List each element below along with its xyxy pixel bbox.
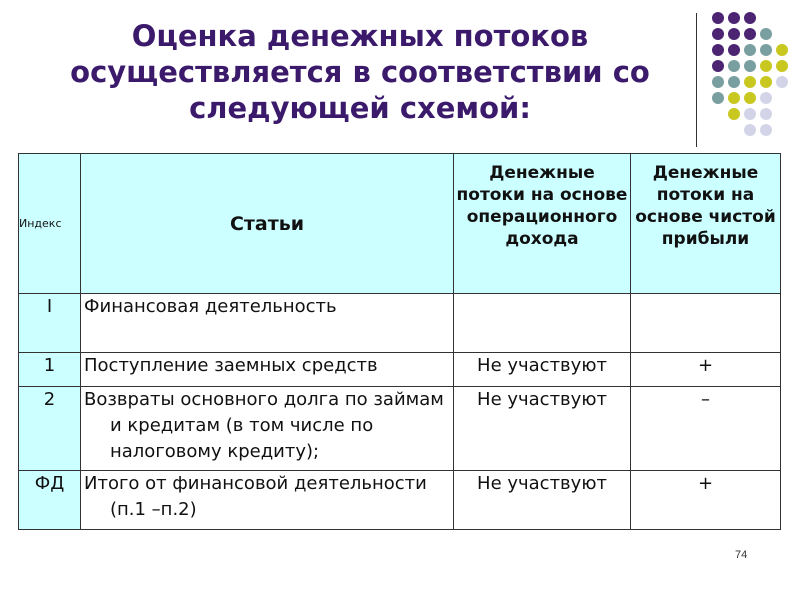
- dot-lavender: [744, 108, 756, 120]
- dot-purple: [712, 44, 724, 56]
- dot-olive: [760, 60, 772, 72]
- dot-olive: [728, 92, 740, 104]
- dot-teal: [760, 44, 772, 56]
- dot-teal: [728, 60, 740, 72]
- dot-olive: [744, 76, 756, 88]
- dot-lavender: [744, 124, 756, 136]
- dot-purple: [744, 12, 756, 24]
- page-number: 74: [735, 549, 748, 561]
- row-net: +: [631, 471, 781, 530]
- row-operating: Не участвуют: [454, 387, 631, 471]
- dot-purple: [728, 28, 740, 40]
- dot-olive: [776, 60, 788, 72]
- dot-teal: [744, 60, 756, 72]
- row-item-text: Итого от финансовой деятельности (п.1 –п.2): [84, 473, 427, 520]
- row-item: [81, 294, 454, 353]
- row-net: [631, 294, 781, 353]
- dot-olive: [728, 108, 740, 120]
- header-net: Денежные потоки на основе чистой прибыли: [631, 154, 781, 294]
- dot-olive: [744, 92, 756, 104]
- row-index: I: [19, 294, 81, 353]
- dot-olive: [776, 44, 788, 56]
- row-item: [81, 353, 454, 387]
- dot-lavender: [760, 108, 772, 120]
- row-operating: Не участвуют: [454, 471, 631, 530]
- row-net: +: [631, 353, 781, 387]
- dot-teal: [712, 76, 724, 88]
- header-operating: Денежные потоки на основе операционного дохода: [454, 154, 631, 294]
- dot-purple: [744, 28, 756, 40]
- slide-title: Оценка денежных потоков осуществляется в соответствии со следующей схемой:: [70, 19, 650, 125]
- dot-purple: [712, 28, 724, 40]
- dot-teal: [728, 76, 740, 88]
- row-item: [81, 471, 454, 530]
- header-index: Индекс: [19, 154, 81, 294]
- row-index: 1: [19, 353, 81, 387]
- row-net: –: [631, 387, 781, 471]
- dot-teal: [744, 44, 756, 56]
- dot-lavender: [776, 76, 788, 88]
- dot-lavender: [760, 92, 772, 104]
- table-row: [19, 471, 781, 530]
- row-operating: [454, 294, 631, 353]
- dot-teal: [760, 28, 772, 40]
- table-row: [19, 294, 781, 353]
- dot-teal: [712, 92, 724, 104]
- table-row: [19, 387, 781, 471]
- dot-lavender: [760, 124, 772, 136]
- dot-olive: [760, 76, 772, 88]
- vertical-divider: [696, 13, 697, 147]
- dot-purple: [712, 12, 724, 24]
- dot-purple: [712, 60, 724, 72]
- row-index: ФД: [19, 471, 81, 530]
- dot-purple: [728, 44, 740, 56]
- row-item-text: Финансовая деятельность: [84, 296, 337, 317]
- cash-flow-table: [18, 153, 781, 530]
- row-item-text: Поступление заемных средств: [84, 355, 378, 376]
- header-item: Статьи: [81, 154, 454, 294]
- row-item-text: Возвраты основного долга по займам и кредитам (в том числе по налоговому кредиту);: [84, 389, 444, 462]
- table-header-row: [19, 154, 781, 294]
- row-item: [81, 387, 454, 471]
- row-index: 2: [19, 387, 81, 471]
- dot-purple: [728, 12, 740, 24]
- row-operating: Не участвуют: [454, 353, 631, 387]
- table-row: [19, 353, 781, 387]
